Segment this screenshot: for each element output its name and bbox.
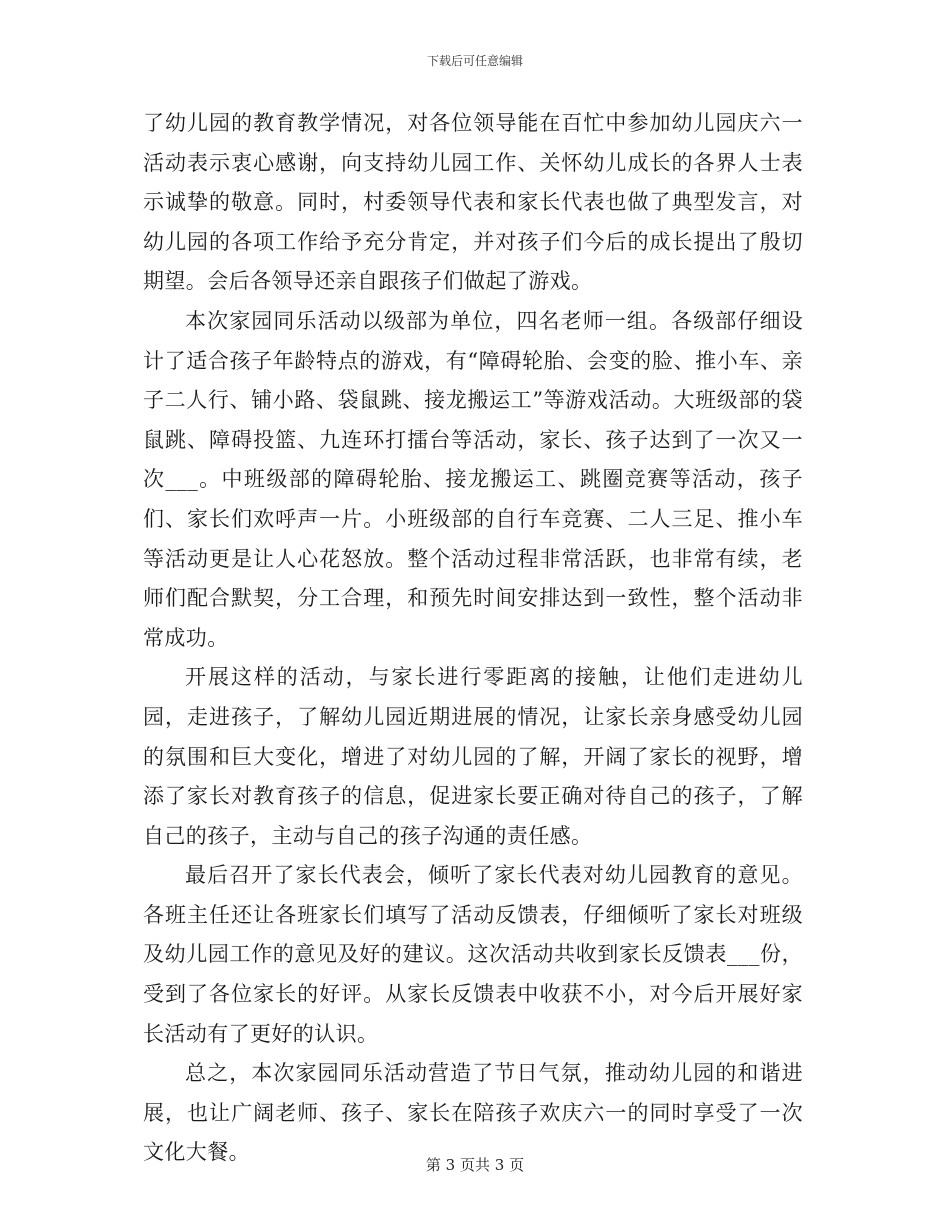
paragraph: 本次家园同乐活动以级部为单位，四名老师一组。各级部仔细设计了适合孩子年龄特点的游戏，有“障碍轮胎、会变的脸、推小车、亲子二人行、铺小路、袋鼠跳、接龙搬运工”等游戏活动。大班级部的袋鼠跳、障碍投篮、九连环打擂台等活动，家长、孩子达到了一次又一次___。中班级部的障碍轮胎、接龙搬运工、跳圈竞赛等活动，孩子们、家长们欢呼声一片。小班级部的自行车竞赛、二人三足、推小车等活动更是让人心花怒放。整个活动过程非常活跃，也非常有续，老师们配合默契，分工合理，和预先时间安排达到一致性，整个活动非常成功。 bbox=[143, 308, 803, 650]
paragraph: 了幼儿园的教育教学情况，对各位领导能在百忙中参加幼儿园庆六一活动表示衷心感谢，向支持幼儿园工作、关怀幼儿成长的各界人士表示诚挚的敬意。同时，村委领导代表和家长代表也做了典型发言，对幼儿园的各项工作给予充分肯定，并对孩子们今后的成长提出了殷切期望。会后各领导还亲自跟孩子们做起了游戏。 bbox=[143, 111, 803, 294]
paragraph: 总之，本次家园同乐活动营造了节日气氛，推动幼儿园的和谐进展，也让广阔老师、孩子、家长在陪孩子欢庆六一的同时享受了一次文化大餐。 bbox=[143, 1061, 803, 1165]
paragraph: 最后召开了家长代表会，倾听了家长代表对幼儿园教育的意见。各班主任还让各班家长们填写了活动反馈表，仔细倾听了家长对班级及幼儿园工作的意见及好的建议。这次活动共收到家长反馈表___份，受到了各位家长的好评。从家长反馈表中收获不小，对今后开展好家长活动有了更好的认识。 bbox=[143, 863, 803, 1046]
page-header: 下载后可任意编辑 bbox=[426, 54, 523, 68]
document-body bbox=[143, 104, 803, 1173]
paragraph: 开展这样的活动，与家长进行零距离的接触，让他们走进幼儿园，走进孩子，了解幼儿园近期进展的情况，让家长亲身感受幼儿园的氛围和巨大变化，增进了对幼儿园的了解，开阔了家长的视野，增添了家长对教育孩子的信息，促进家长要正确对待自己的孩子，了解自己的孩子，主动与自己的孩子沟通的责任感。 bbox=[143, 665, 803, 848]
page-number-footer: 第 3 页共 3 页 bbox=[425, 1156, 525, 1174]
